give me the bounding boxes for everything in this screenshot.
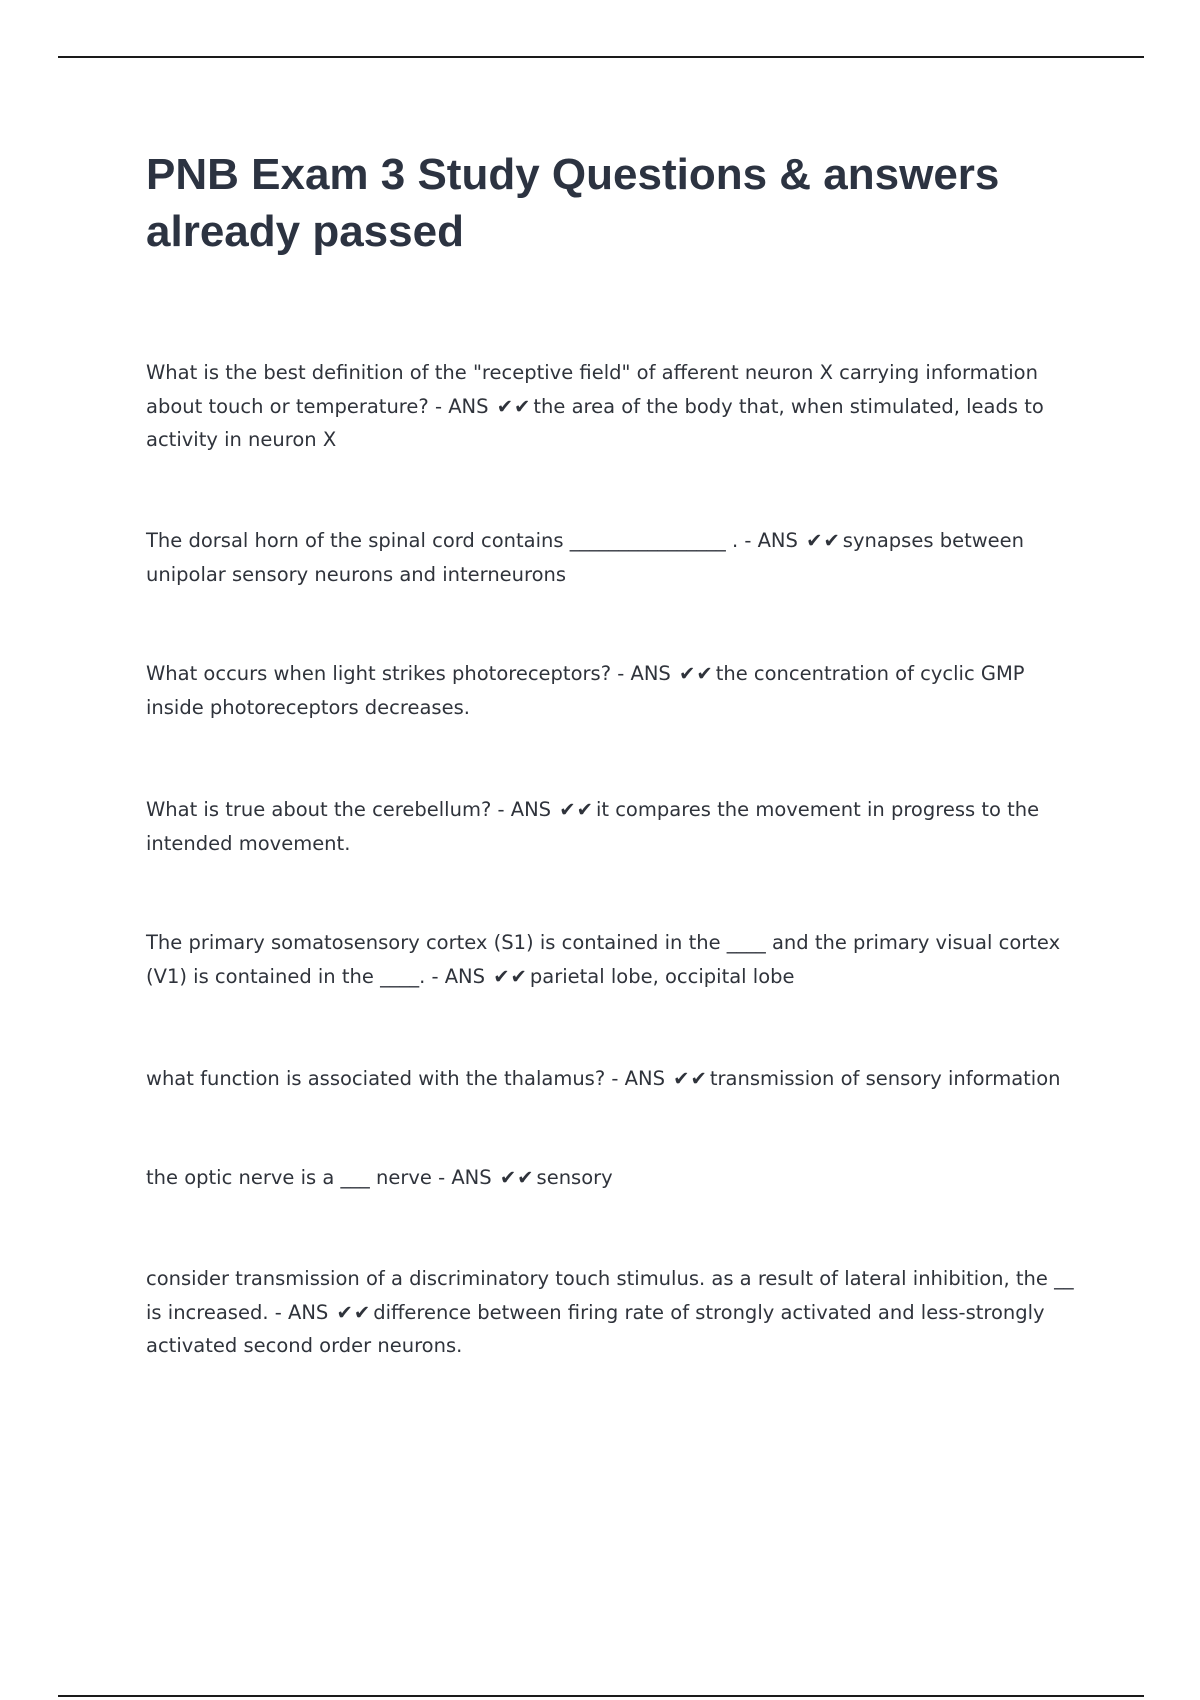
check-marks-icon: ✔✔ — [673, 1067, 708, 1090]
answer-separator: - ANS — [438, 1166, 492, 1189]
answer-text: parietal lobe, occipital lobe — [529, 964, 795, 988]
answer-separator: - ANS — [497, 798, 552, 821]
answer-separator: - ANS — [611, 1067, 665, 1090]
answer-text: synapses between unipolar sensory neurons and interneurons — [146, 529, 1025, 586]
check-marks-icon: ✔✔ — [679, 662, 714, 685]
answer-text: difference between firing rate of strongly activated and less-strongly activated second order neurons. — [146, 1300, 1045, 1357]
question-text: The primary somatosensory cortex (S1) is contained in the ____ and the primary visual cortex (V1) is contained in the ____. — [146, 931, 1061, 988]
check-marks-icon: ✔✔ — [499, 1166, 535, 1189]
question-text: what function is associated with the thalamus? — [146, 1067, 606, 1090]
qa-item — [146, 657, 1086, 724]
qa-item — [146, 926, 1086, 993]
question-text: The dorsal horn of the spinal cord contains ________________ . — [146, 529, 739, 552]
qa-item — [146, 1262, 1086, 1363]
answer-separator: - ANS — [434, 394, 489, 418]
answer-separator: - ANS — [431, 964, 486, 988]
qa-item — [146, 1062, 1086, 1096]
check-marks-icon: ✔✔ — [559, 798, 594, 821]
qa-item — [146, 356, 1086, 457]
check-marks-icon: ✔✔ — [806, 529, 841, 552]
answer-text: it compares the movement in progress to the intended movement. — [146, 798, 1040, 855]
check-marks-icon: ✔✔ — [496, 394, 532, 418]
answer-separator: - ANS — [274, 1300, 329, 1324]
question-text: the optic nerve is a ___ nerve — [146, 1166, 432, 1189]
answer-separator: - ANS — [617, 662, 671, 685]
top-rule — [58, 56, 1144, 58]
answer-text: transmission of sensory information — [709, 1067, 1061, 1090]
question-text: consider transmission of a discriminatory touch stimulus. as a result of lateral inhibition, the __ is increased. — [146, 1267, 1074, 1324]
qa-item — [146, 1161, 1086, 1195]
page-title: PNB Exam 3 Study Questions & answers already passed — [146, 150, 1000, 256]
answer-separator: - ANS — [744, 529, 798, 552]
question-text: What is true about the cerebellum? — [146, 798, 492, 821]
answer-text: sensory — [536, 1166, 613, 1189]
qa-item — [146, 793, 1086, 860]
answer-text: the area of the body that, when stimulated, leads to activity in neuron X — [146, 394, 1044, 451]
qa-item — [146, 524, 1086, 591]
question-text: What is the best definition of the "receptive field" of afferent neuron X carrying information about touch or temperature? — [146, 361, 1038, 418]
check-marks-icon: ✔✔ — [493, 964, 528, 988]
question-text: What occurs when light strikes photoreceptors? — [146, 662, 612, 685]
check-marks-icon: ✔✔ — [336, 1300, 372, 1324]
bottom-rule — [58, 1695, 1144, 1697]
answer-text: the concentration of cyclic GMP inside photoreceptors decreases. — [146, 662, 1025, 719]
